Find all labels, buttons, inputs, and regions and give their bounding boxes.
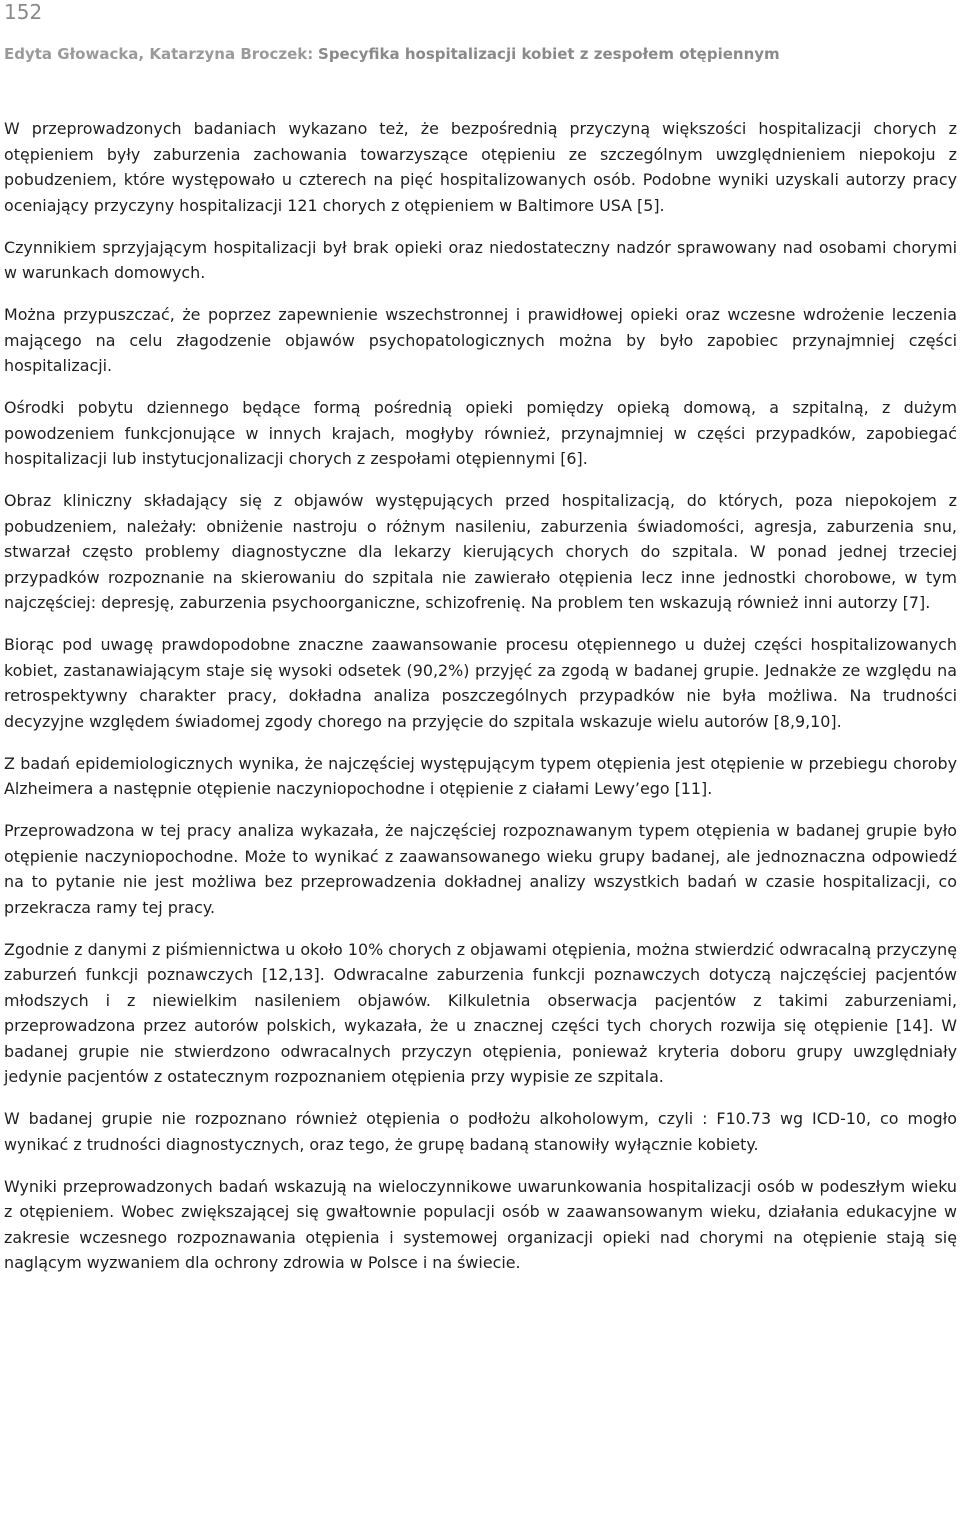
header-authors: Edyta Głowacka, Katarzyna Broczek: bbox=[4, 45, 314, 63]
page-number: 152 bbox=[4, 0, 43, 24]
paragraph: Ośrodki pobytu dziennego będące formą pośrednią opieki pomiędzy opieką domową, a szpitalną, z dużym powodzeniem funkcjonujące w innych krajach, mogłyby również, przynajmniej w części przypadków, zapobiegać hospitalizacji lub instytucjonalizacji chorych z zespołami otępiennymi [6]. bbox=[4, 398, 957, 468]
paragraph: W badanej grupie nie rozpoznano również otępienia o podłożu alkoholowym, czyli : F10.73 wg ICD-10, co mogło wynikać z trudności diagnostycznych, oraz tego, że grupę badaną stanowiły wyłącznie kobiety. bbox=[4, 1109, 957, 1154]
article-body bbox=[4, 116, 957, 1292]
paragraph: Można przypuszczać, że poprzez zapewnienie wszechstronnej i prawidłowej opieki oraz wczesne wdrożenie leczenia mającego na celu złagodzenie objawów psychopatologicznych można by było zapobiec przynajmniej części hospitalizacji. bbox=[4, 305, 957, 375]
paragraph: Biorąc pod uwagę prawdopodobne znaczne zaawansowanie procesu otępiennego u dużej części hospitalizowanych kobiet, zastanawiającym staje się wysoki odsetek (90,2%) przyjęć za zgodą w badanej grupie. Jednakże ze względu na retrospektywny charakter pracy, dokładna analiza poszczególnych przypadków nie była możliwa. Na trudności decyzyjne względem świadomej zgody chorego na przyjęcie do szpitala wskazuje wielu autorów [8,9,10]. bbox=[4, 635, 957, 731]
paragraph: Wyniki przeprowadzonych badań wskazują na wieloczynnikowe uwarunkowania hospitalizacji osób w podeszłym wieku z otępieniem. Wobec zwiększającej się gwałtownie populacji osób w zaawansowanym wieku, działania edukacyjne w zakresie wczesnego rozpoznawania otępienia i systemowej organizacji opieki nad chorymi na otępienie stają się naglącym wyzwaniem dla ochrony zdrowia w Polsce i na świecie. bbox=[4, 1176, 957, 1272]
running-header bbox=[4, 44, 780, 64]
paragraph: Z badań epidemiologicznych wynika, że najczęściej występującym typem otępienia jest otępienie w przebiegu choroby Alzheimera a następnie otępienie naczyniopochodne i otępienie z ciałami Lewy’ego [11]. bbox=[4, 753, 957, 798]
paragraph: Czynnikiem sprzyjającym hospitalizacji był brak opieki oraz niedostateczny nadzór sprawowany nad osobami chorymi w warunkach domowych. bbox=[4, 237, 957, 282]
header-article-title: Specyfika hospitalizacji kobiet z zespołem otępiennym bbox=[318, 45, 780, 63]
paragraph: Przeprowadzona w tej pracy analiza wykazała, że najczęściej rozpoznawanym typem otępienia w badanej grupie było otępienie naczyniopochodne. Może to wynikać z zaawansowanego wieku grupy badanej, ale jednoznaczna odpowiedź na to pytanie nie jest możliwa bez przeprowadzenia dokładnej analizy wszystkich badań w czasie hospitalizacji, co przekracza ramy tej pracy. bbox=[4, 821, 957, 917]
paragraph: Obraz kliniczny składający się z objawów występujących przed hospitalizacją, do których, poza niepokojem z pobudzeniem, należały: obniżenie nastroju o różnym nasileniu, zaburzenia świadomości, agresja, zaburzenia snu, stwarzał często problemy diagnostyczne dla lekarzy kierujących chorych do szpitala. W ponad jednej trzeciej przypadków rozpoznanie na skierowaniu do szpitala nie zawierało otępienia lecz inne jednostki chorobowe, w tym najczęściej: depresję, zaburzenia psychoorganiczne, schizofrenię. Na problem ten wskazują również inni autorzy [7]. bbox=[4, 491, 957, 612]
paragraph: Zgodnie z danymi z piśmiennictwa u około 10% chorych z objawami otępienia, można stwierdzić odwracalną przyczynę zaburzeń funkcji poznawczych [12,13]. Odwracalne zaburzenia funkcji poznawczych dotyczą najczęściej pacjentów młodszych i z niewielkim nasileniem objawów. Kilkuletnia obserwacja pacjentów z takimi zaburzeniami, przeprowadzona przez autorów polskich, wykazała, że u znacznej części tych chorych rozwija się otępienie [14]. W badanej grupie nie stwierdzono odwracalnych przyczyn otępienia, ponieważ kryteria doboru grupy uwzględniały jedynie pacjentów z ostatecznym rozpoznaniem otępienia przy wypisie ze szpitala. bbox=[4, 939, 957, 1086]
paragraph: W przeprowadzonych badaniach wykazano też, że bezpośrednią przyczyną większości hospitalizacji chorych z otępieniem były zaburzenia zachowania towarzyszące otępieniu ze szczególnym uwzględnieniem niepokoju z pobudzeniem, które występowało u czterech na pięć hospitalizowanych osób. Podobne wyniki uzyskali autorzy pracy oceniający przyczyny hospitalizacji 121 chorych z otępieniem w Baltimore USA [5]. bbox=[4, 119, 957, 215]
